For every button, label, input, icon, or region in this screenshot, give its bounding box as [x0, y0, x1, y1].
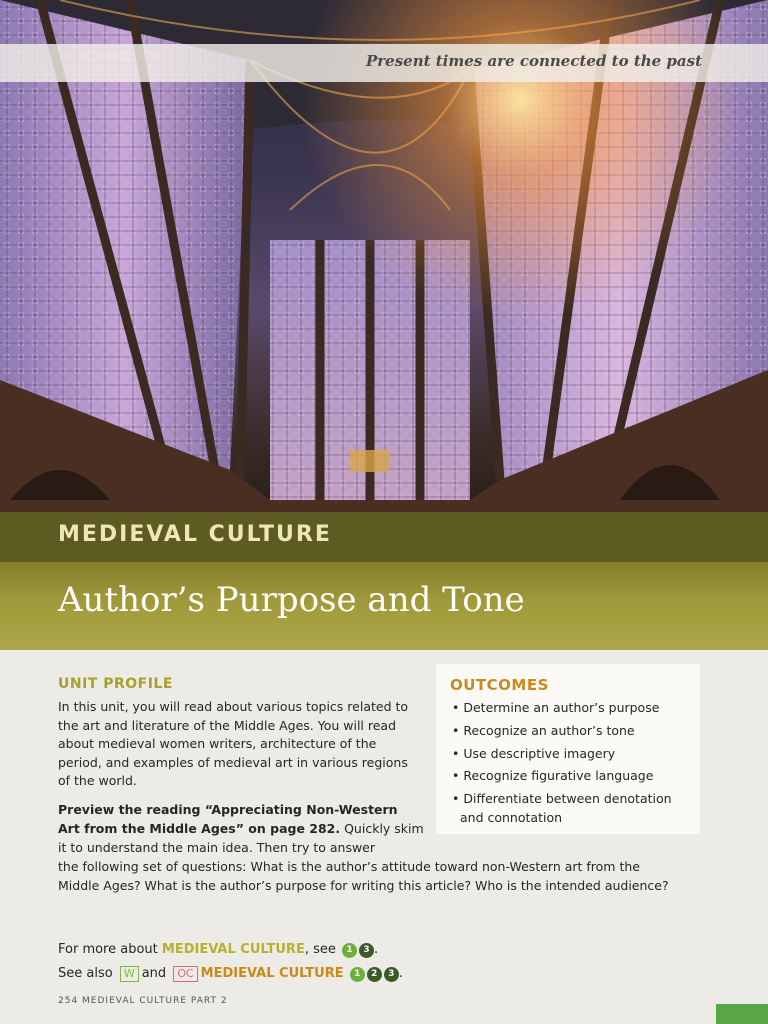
- more-row-2: See also W and OC MEDIEVAL CULTURE 1 2 3 .: [58, 962, 403, 986]
- outcomes-heading: OUTCOMES: [450, 676, 549, 694]
- writing-badge[interactable]: W: [120, 966, 139, 982]
- part-2-badge[interactable]: 2: [367, 967, 382, 982]
- part-3-badge[interactable]: 3: [384, 967, 399, 982]
- part-1-badge[interactable]: 1: [350, 967, 365, 982]
- preview-line-4: the following set of questions: What is the author’s attitude toward non-Western art from the: [58, 859, 640, 874]
- outcome-item: • Differentiate between denotation and connotation: [450, 789, 690, 827]
- preview-line-2: Art from the Middle Ages” on page 282. Quickly skim: [58, 821, 424, 836]
- more-row-1: For more about MEDIEVAL CULTURE , see 1 3 .: [58, 938, 403, 962]
- section-label: MEDIEVAL CULTURE: [58, 522, 332, 547]
- preview-line-5: Middle Ages? What is the author’s purpose for writing this article? Who is the intended audience?: [58, 878, 669, 893]
- outcome-item: • Determine an author’s purpose: [450, 698, 690, 717]
- unit-profile-heading: UNIT PROFILE: [58, 676, 173, 692]
- outcome-item: • Recognize figurative language: [450, 766, 690, 785]
- page-title: Author’s Purpose and Tone: [58, 580, 525, 620]
- preview-line-1: Preview the reading “Appreciating Non-Western: [58, 802, 398, 817]
- footer-color-tab: [716, 1004, 768, 1024]
- tagline: Present times are connected to the past: [365, 52, 702, 70]
- unit-profile-text: In this unit, you will read about various topics related to the art and literature of the Middle Ages. You will read about medieval women writers, architecture of the period, and examples of medieval art in various regions of the world.: [58, 699, 409, 789]
- more-references: [58, 938, 403, 986]
- outcome-item: • Use descriptive imagery: [450, 744, 690, 763]
- outcome-item: • Recognize an author’s tone: [450, 721, 690, 740]
- page-footer: 254 MEDIEVAL CULTURE PART 2: [58, 996, 228, 1006]
- outcomes-list: [450, 698, 690, 831]
- oral-communication-badge[interactable]: OC: [173, 966, 197, 982]
- preview-line-3: it to understand the main idea. Then try to answer: [58, 840, 376, 855]
- topic-link-2[interactable]: MEDIEVAL CULTURE: [200, 966, 344, 981]
- part-3-badge[interactable]: 3: [359, 943, 374, 958]
- part-1-badge[interactable]: 1: [342, 943, 357, 958]
- topic-link[interactable]: MEDIEVAL CULTURE: [161, 942, 305, 957]
